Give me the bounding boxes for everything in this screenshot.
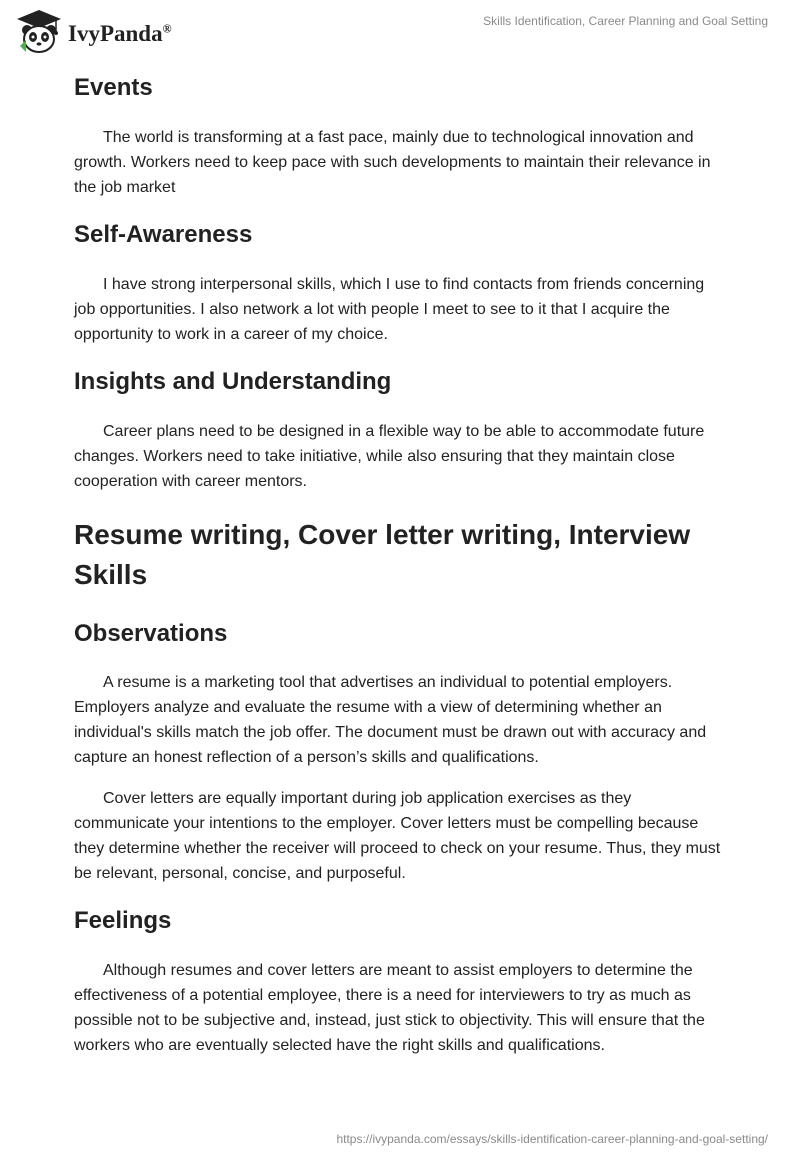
paragraph-observations-1: A resume is a marketing tool that advertises an individual to potential employers. Employers analyze and evaluate the resume with a view of determining whether an individual's skills match the job offer. The document must be drawn out with accuracy and capture an honest reflection of a person’s skills and qualifications. (74, 674, 707, 766)
paragraph-insights: Career plans need to be designed in a flexible way to be able to accommodate future changes. Workers need to take initiative, while also ensuring that they maintain close cooperation with career mentors. (74, 423, 705, 490)
paragraph-self-awareness: I have strong interpersonal skills, which I use to find contacts from friends concerning job opportunities. I also network a lot with people I meet to see to it that I acquire the opportunity to work in a career of my choice. (74, 276, 705, 343)
source-url[interactable]: https://ivypanda.com/essays/skills-identification-career-planning-and-goal-setting/ (336, 1132, 768, 1146)
paragraph-events: The world is transforming at a fast pace, mainly due to technological innovation and growth. Workers need to keep pace with such developments to maintain their relevance in the job market (74, 129, 711, 196)
ivypanda-logo[interactable] (14, 8, 172, 54)
brand-name: IvyPanda® (68, 21, 172, 46)
panda-graduate-icon (14, 8, 64, 54)
paragraph-feelings: Although resumes and cover letters are meant to assist employers to determine the effectiveness of a potential employee, there is a need for interviewers to try as much as possible not to be subjective and, instead, just stick to objectivity. This will ensure that the workers who are eventually selected have the right skills and qualifications. (74, 962, 705, 1054)
heading-self-awareness: Self-Awareness (74, 221, 253, 248)
heading-resume-writing: Resume writing, Cover letter writing, Interview Skills (74, 519, 691, 590)
paragraph-observations-2: Cover letters are equally important during job application exercises as they communicate your intentions to the employer. Cover letters must be compelling because they determine whether the receiver will proceed to check on your resume. Thus, they must be relevant, personal, concise, and purposeful. (74, 790, 721, 882)
heading-observations: Observations (74, 620, 228, 647)
heading-events: Events (74, 74, 153, 101)
document-title: Skills Identification, Career Planning and Goal Setting (483, 14, 768, 28)
heading-feelings: Feelings (74, 907, 172, 934)
heading-insights: Insights and Understanding (74, 368, 392, 395)
essay-content (74, 70, 724, 1058)
page-header (0, 0, 800, 60)
